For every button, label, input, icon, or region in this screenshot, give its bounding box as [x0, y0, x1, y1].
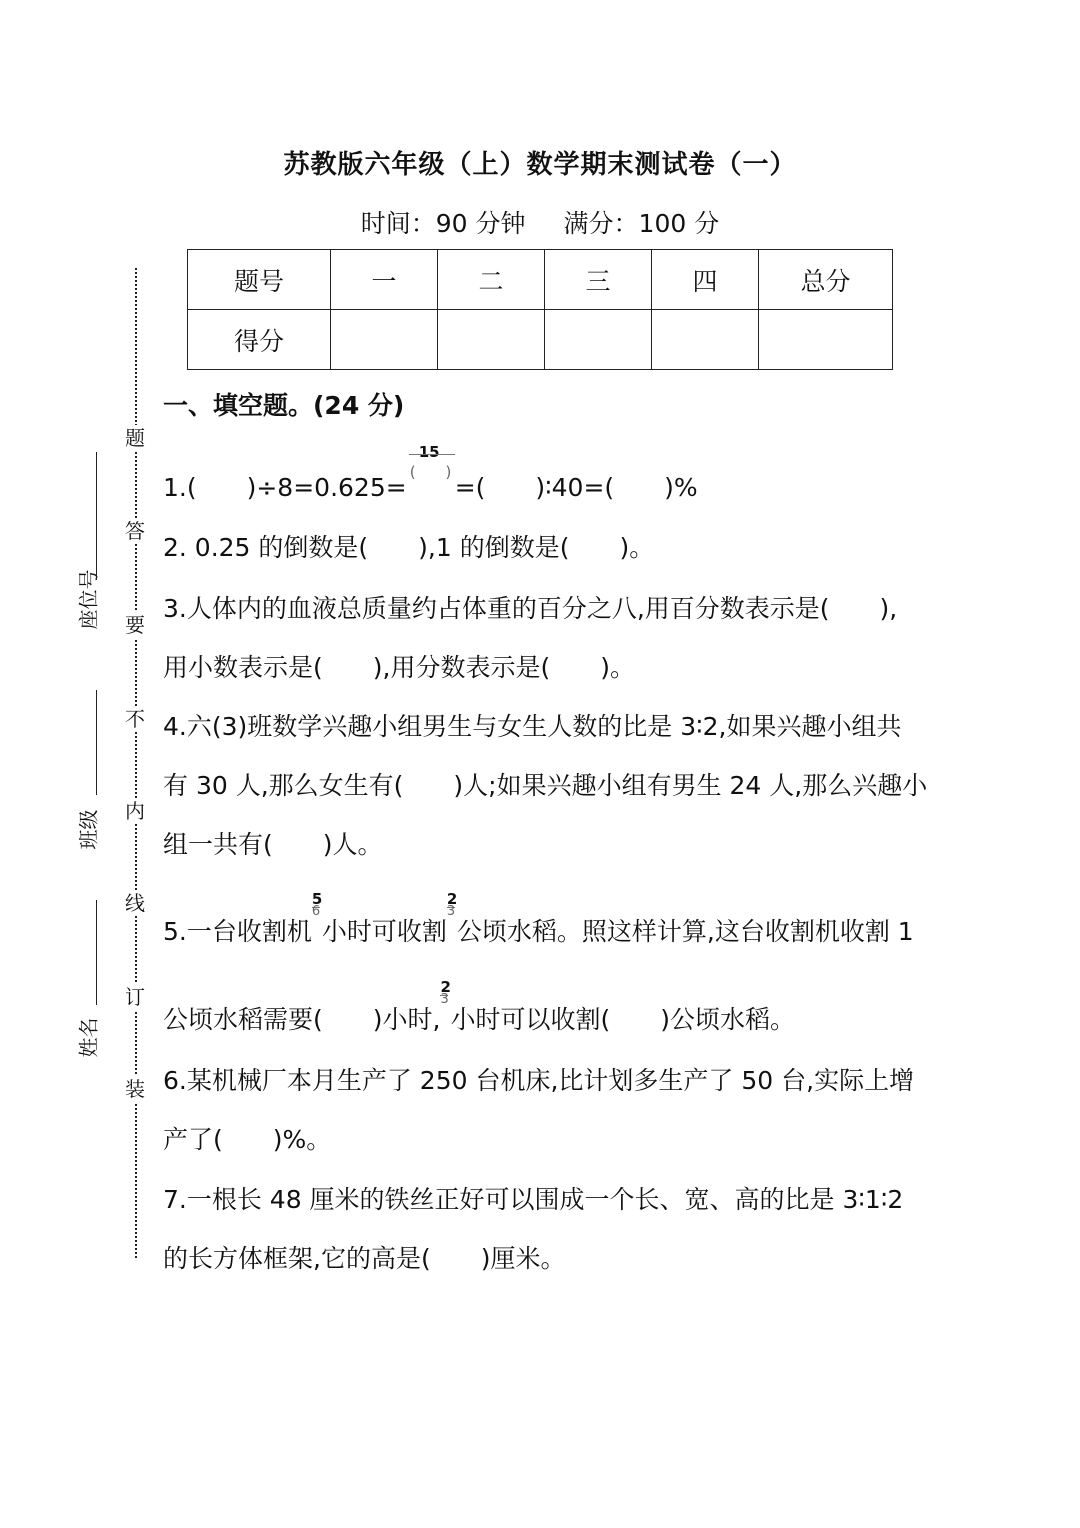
score-table-header-cell: 一 [331, 250, 438, 310]
fraction-numerator: 15 [418, 443, 440, 461]
binding-mark-zhuang: 装 [122, 1076, 148, 1102]
fraction-denominator: 6 [311, 904, 321, 919]
question-5-line-2 [163, 978, 795, 1035]
question-2: 2. 0.25 的倒数是( ),1 的倒数是( )。 [163, 533, 655, 562]
section-heading: 一、填空题。(24 分) [163, 391, 405, 420]
binding-mark-bu: 不 [122, 706, 148, 732]
q5-text-e: 小时可以收割( )公顷水稻。 [450, 1005, 795, 1034]
binding-mark-ding: 订 [122, 984, 148, 1010]
fraction-denominator: ( ) [409, 463, 452, 481]
score-table-header-cell: 四 [652, 250, 759, 310]
fraction-numerator: 2 [440, 978, 451, 996]
binding-mark-da: 答 [122, 518, 148, 544]
score-table-score-row [188, 310, 893, 370]
q1-text-b: =( )∶40=( )% [454, 473, 698, 502]
question-6-line-2: 产了( )%。 [163, 1125, 332, 1154]
question-4-line-2: 有 30 人,那么女生有( )人;如果兴趣小组有男生 24 人,那么兴趣小 [163, 771, 928, 800]
score-table-header-cell: 题号 [188, 250, 331, 310]
fraction [446, 890, 458, 947]
question-3-line-2: 用小数表示是( ),用分数表示是( )。 [163, 653, 635, 682]
binding-mark-nei: 内 [122, 798, 148, 824]
fraction-numerator: 5 [311, 890, 323, 908]
fraction-bar [409, 454, 455, 455]
score-table-header-row [188, 250, 893, 310]
name-label: 姓名 [76, 1017, 101, 1058]
question-1 [163, 443, 698, 503]
score-table-header-cell: 三 [545, 250, 652, 310]
fraction-denominator: 3 [446, 904, 456, 919]
score-table-header-cell: 二 [438, 250, 545, 310]
q1-text-a: 1.( )÷8=0.625= [163, 473, 407, 502]
question-3-line-1: 3.人体内的血液总质量约占体重的百分之八,用百分数表示是( ), [163, 594, 898, 623]
score-cell[interactable] [438, 310, 545, 370]
q5-text-c: 公顷水稻。照这样计算,这台收割机收割 1 [456, 917, 914, 946]
fraction [407, 443, 455, 503]
question-5-line-1 [163, 890, 914, 947]
q5-text-b: 小时可收割 [321, 917, 447, 946]
q5-text-d: 公顷水稻需要( )小时, [163, 1005, 441, 1034]
score-cell[interactable] [652, 310, 759, 370]
binding-mark-ti: 题 [122, 425, 148, 451]
score-table-header-cell: 总分 [759, 250, 893, 310]
fraction [311, 890, 323, 947]
fraction [440, 978, 451, 1035]
q5-text-a: 5.一台收割机 [163, 917, 312, 946]
class-line [96, 690, 97, 795]
score-cell[interactable] [759, 310, 893, 370]
full-score: 满分：100 分 [563, 209, 720, 238]
score-cell[interactable] [545, 310, 652, 370]
class-label: 班级 [76, 809, 101, 850]
page-title: 苏教版六年级（上）数学期末测试卷（一） [283, 150, 797, 180]
fraction-denominator: 3 [440, 992, 449, 1007]
score-cell[interactable] [331, 310, 438, 370]
question-7-line-1: 7.一根长 48 厘米的铁丝正好可以围成一个长、宽、高的比是 3∶1∶2 [163, 1185, 904, 1214]
question-4-line-1: 4.六(3)班数学兴趣小组男生与女生人数的比是 3∶2,如果兴趣小组共 [163, 712, 902, 741]
seat-number-label: 座位号 [76, 569, 101, 630]
time-limit: 时间：90 分钟 [360, 209, 526, 238]
binding-mark-yao: 要 [122, 612, 148, 638]
name-line [96, 900, 97, 1005]
exam-info [0, 204, 1080, 240]
score-row-label: 得分 [188, 310, 331, 370]
question-7-line-2: 的长方体框架,它的高是( )厘米。 [163, 1244, 566, 1273]
seat-number-line [96, 452, 97, 580]
score-table [187, 249, 893, 370]
question-6-line-1: 6.某机械厂本月生产了 250 台机床,比计划多生产了 50 台,实际上增 [163, 1066, 915, 1095]
binding-mark-xian: 线 [122, 890, 148, 916]
question-4-line-3: 组一共有( )人。 [163, 830, 383, 859]
fraction-numerator: 2 [446, 890, 458, 908]
binding-dotted-line [135, 268, 137, 1258]
